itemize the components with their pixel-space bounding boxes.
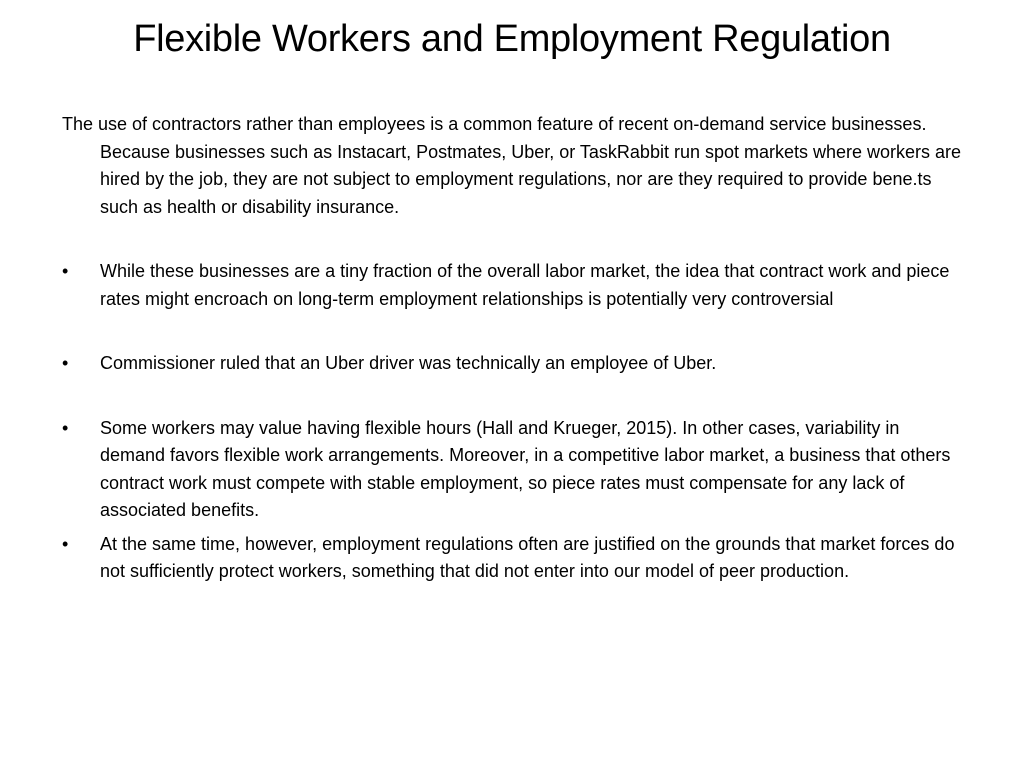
bullet-text: While these businesses are a tiny fraction of the overall labor market, the idea that contract work and piece rates might encroach on long-term employment relationships is potentially very controversial — [100, 261, 950, 309]
bullet-text: Some workers may value having flexible hours (Hall and Krueger, 2015). In other cases, variability in demand favors flexible work arrangements. Moreover, in a competitive labor market, a business that others contract work must compete with stable employment, so piece rates must compensate for any lack of associated benefits. — [100, 417, 951, 520]
bullet-list — [62, 258, 962, 586]
bullet-marker: • — [62, 417, 69, 438]
bullet-item — [62, 258, 962, 313]
slide-body — [62, 111, 962, 586]
bullet-text: Commissioner ruled that an Uber driver was technically an employee of Uber. — [100, 353, 717, 373]
bullet-item — [62, 531, 962, 586]
intro-paragraph: The use of contractors rather than employees is a common feature of recent on-demand service businesses. Because businesses such as Instacart, Postmates, Uber, or TaskRabbit run spot markets where workers are hired by the job, they are not subject to employment regulations, nor are they required to provide bene.ts such as health or disability insurance. — [62, 114, 962, 217]
bullet-marker: • — [62, 261, 69, 281]
bullet-marker: • — [62, 353, 69, 373]
bullet-marker: • — [62, 533, 69, 554]
bullet-item — [62, 415, 962, 525]
bullet-text: At the same time, however, employment regulations often are justified on the grounds that market forces do not sufficiently protect workers, something that did not enter into our model of peer production. — [100, 533, 955, 581]
slide-title: Flexible Workers and Employment Regulation — [133, 18, 891, 60]
bullet-item — [62, 350, 962, 378]
